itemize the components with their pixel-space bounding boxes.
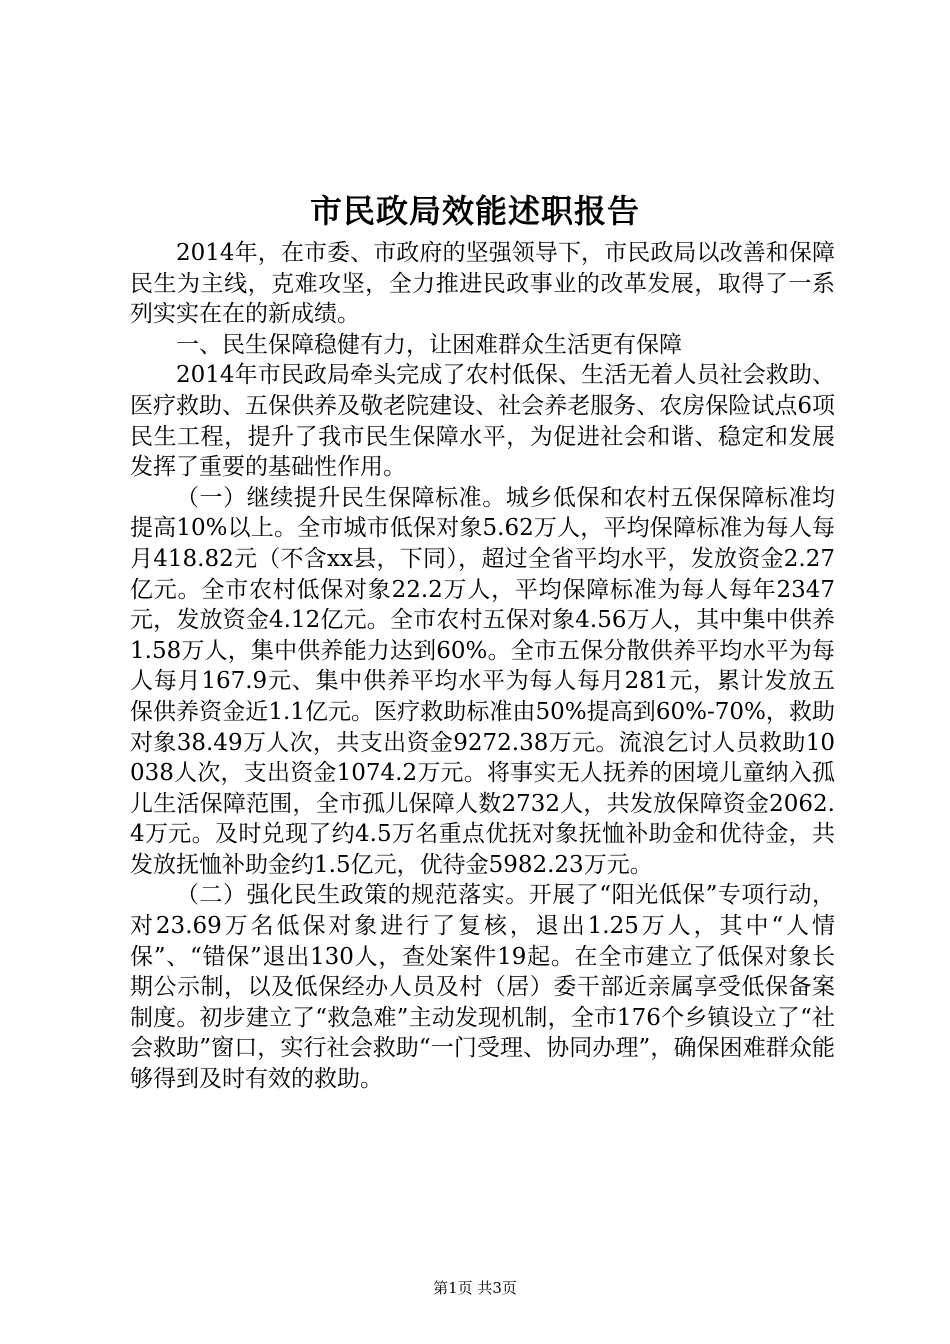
intro-paragraph: 2014年，在市委、市政府的坚强领导下，市民政局以改善和保障民生为主线，克难攻坚，全力推进民政事业的改革发展，取得了一系列实实在在的新成绩。 [130,240,835,328]
document-body [130,238,835,1095]
document-title: 市民政局效能述职报告 [309,192,640,230]
subsection-1-paragraph: （一）继续提升民生保障标准。城乡低保和农村五保保障标准均提高10%以上。全市城市低保对象5.62万人，平均保障标准为每人每月418.82元（不含xx县，下同），超过全省平均水平，发放资金2.27亿元。全市农村低保对象22.2万人，平均保障标准为每人每年2347元，发放资金4.12亿元。全市农村五保对象4.56万人，其中集中供养1.58万人，集中供养能力达到60%。全市五保分散供养平均水平为每人每月167.9元、集中供养平均水平为每人每月281元，累计发放五保供养资金近1.1亿元。医疗救助标准由50%提高到60%-70%，救助对象38.49万人次，共支出资金9272.38万元。流浪乞讨人员救助10038人次，支出资金1074.2万元。将事实无人抚养的困境儿童纳入孤儿生活保障范围，全市孤儿保障人数2732人，共发放保障资金2062.4万元。及时兑现了约4.5万名重点优抚对象抚恤补助金和优待金，共发放抚恤补助金约1.5亿元，优待金5982.23万元。 [130,484,835,878]
section-heading-1: 一、民生保障稳健有力，让困难群众生活更有保障 [176,331,682,358]
subsection-2-paragraph: （二）强化民生政策的规范落实。开展了“阳光低保”专项行动，对23.69万名低保对象进行了复核，退出1.25万人，其中“人情保”、“错保”退出130人，查处案件19起。在全市建立了低保对象长期公示制，以及低保经办人员及村（居）委干部近亲属享受低保备案制度。初步建立了“救急难”主动发现机制，全市176个乡镇设立了“社会救助”窗口，实行社会救助“一门受理、协同办理”，确保困难群众能够得到及时有效的救助。 [130,882,835,1093]
section-1-paragraph: 2014年市民政局牵头完成了农村低保、生活无着人员社会救助、医疗救助、五保供养及敬老院建设、社会养老服务、农房保险试点6项民生工程，提升了我市民生保障水平，为促进社会和谐、稳定和发展发挥了重要的基础性作用。 [130,362,835,481]
page-number-footer: 第1页 共3页 [433,1279,517,1297]
